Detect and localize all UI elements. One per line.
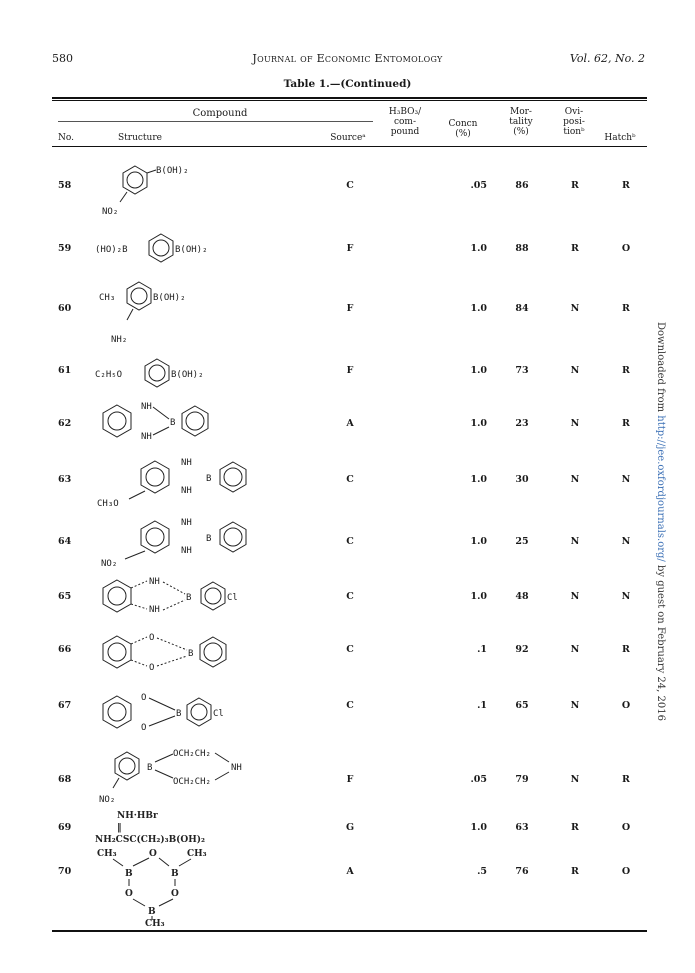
s70-ch3c: CH₃ — [145, 919, 165, 926]
s63-nh1: NH — [181, 458, 192, 468]
s60-nh2: NH₂ — [111, 335, 128, 345]
row-mortality: 88 — [515, 243, 529, 254]
compound-span-rule — [58, 121, 373, 122]
s66-b: B — [188, 649, 194, 659]
col-ovi-l1: Ovi- — [564, 107, 584, 117]
row-mortality: 48 — [515, 591, 529, 602]
row-source: C — [346, 644, 354, 655]
s70-o-right: O — [171, 889, 179, 899]
row-number: 64 — [58, 536, 72, 547]
row-number: 70 — [58, 866, 72, 877]
col-mort-l1: Mor- — [510, 107, 532, 117]
row-number: 60 — [58, 303, 72, 314]
structure-66 — [95, 628, 275, 678]
row-concentration: 1.0 — [470, 303, 487, 314]
col-source: Sourceᵃ — [330, 133, 366, 143]
table-top-rule-thin — [52, 100, 647, 101]
row-number: 59 — [58, 243, 72, 254]
s65-nh1: NH — [149, 577, 160, 587]
row-mortality: 73 — [515, 365, 529, 376]
s70-b-bottom: B — [148, 907, 156, 917]
col-ovi-l2: posi- — [563, 117, 585, 127]
structure-62 — [95, 395, 275, 445]
row-oviposition: N — [570, 418, 580, 429]
table-title: Table 1.—(Continued) — [283, 78, 412, 90]
row-hatch: R — [622, 774, 630, 785]
s64-b: B — [206, 534, 212, 544]
row-hatch: R — [622, 418, 630, 429]
table-bottom-rule — [52, 930, 647, 932]
structure-58 — [90, 150, 230, 220]
s67-cl: Cl — [213, 709, 224, 719]
row-concentration: 1.0 — [470, 536, 487, 547]
row-mortality: 92 — [515, 644, 529, 655]
row-source: C — [346, 536, 354, 547]
s62-b: B — [170, 418, 176, 428]
col-mort-l2: tality — [509, 117, 533, 127]
s62-nh1: NH — [141, 402, 152, 412]
page-number: 580 — [52, 52, 73, 65]
col-mortality — [503, 107, 539, 137]
s67-b: B — [176, 709, 182, 719]
row-hatch: N — [621, 474, 631, 485]
row-number: 63 — [58, 474, 72, 485]
s63-och3: CH₃O — [97, 499, 119, 509]
structure-70 — [95, 846, 245, 926]
header-bottom-rule — [52, 146, 647, 147]
row-number: 68 — [58, 774, 72, 785]
structure-69 — [95, 806, 285, 848]
structure-59 — [95, 230, 275, 264]
row-source: F — [346, 243, 354, 254]
download-suffix: by guest on February 24, 2016 — [655, 561, 666, 721]
s66-o1: O — [149, 633, 155, 643]
row-oviposition: R — [571, 866, 579, 877]
col-h3bo3-l3: pound — [390, 127, 420, 137]
row-source: C — [346, 474, 354, 485]
col-hatch: Hatchᵇ — [604, 133, 636, 143]
row-hatch: N — [621, 536, 631, 547]
row-mortality: 84 — [515, 303, 529, 314]
row-oviposition: N — [570, 644, 580, 655]
row-mortality: 65 — [515, 700, 529, 711]
row-number: 67 — [58, 700, 72, 711]
col-compound: Compound — [192, 108, 248, 119]
row-concentration: 1.0 — [470, 418, 487, 429]
row-oviposition: N — [570, 365, 580, 376]
row-mortality: 30 — [515, 474, 529, 485]
s67-o2: O — [141, 723, 147, 733]
s58-no2: NO₂ — [102, 207, 119, 217]
row-oviposition: N — [570, 474, 580, 485]
structure-63 — [95, 455, 285, 510]
row-source: A — [346, 866, 354, 877]
row-hatch: N — [621, 591, 631, 602]
s70-o-top: O — [149, 849, 157, 859]
s59-hob: (HO)₂B — [95, 245, 128, 255]
col-concn — [445, 119, 481, 139]
download-link[interactable]: http://jee.oxfordjournals.org/ — [655, 415, 666, 562]
col-h3bo3-l2: com- — [393, 117, 417, 127]
row-oviposition: R — [571, 822, 579, 833]
row-oviposition: N — [570, 536, 580, 547]
row-hatch: R — [622, 180, 630, 191]
row-concentration: .5 — [477, 866, 487, 877]
col-no: No. — [58, 133, 74, 143]
row-source: C — [346, 591, 354, 602]
row-hatch: O — [621, 866, 631, 877]
s61-boh2: B(OH)₂ — [171, 370, 204, 380]
row-concentration: .05 — [470, 180, 487, 191]
row-mortality: 79 — [515, 774, 529, 785]
row-number: 69 — [58, 822, 72, 833]
s60-boh2: B(OH)₂ — [153, 293, 186, 303]
row-concentration: 1.0 — [470, 474, 487, 485]
s69-double-bond: ‖ — [117, 823, 122, 833]
row-concentration: .1 — [477, 644, 487, 655]
s70-b-left: B — [125, 869, 133, 879]
row-oviposition: R — [571, 243, 579, 254]
s64-no2: NO₂ — [101, 559, 118, 569]
s65-nh2: NH — [149, 605, 160, 615]
row-concentration: .05 — [470, 774, 487, 785]
col-h3bo3-l1: H₃BO₃/ — [388, 107, 422, 117]
s68-o2: OCH₂CH₂ — [173, 777, 211, 787]
row-hatch: O — [621, 700, 631, 711]
s66-o2: O — [149, 663, 155, 673]
row-source: A — [346, 418, 354, 429]
row-concentration: 1.0 — [470, 591, 487, 602]
s67-o1: O — [141, 693, 147, 703]
row-concentration: 1.0 — [470, 243, 487, 254]
structure-60 — [95, 278, 255, 348]
col-ovi-l3: tionᵇ — [563, 127, 585, 137]
s64-nh2: NH — [181, 546, 192, 556]
s69-nhhbr: NH·HBr — [117, 811, 158, 821]
s61-c2h5o: C₂H₅O — [95, 370, 123, 380]
s70-o-left: O — [125, 889, 133, 899]
structure-64 — [95, 515, 285, 570]
row-hatch: R — [622, 644, 630, 655]
row-number: 66 — [58, 644, 72, 655]
s70-ch3b: CH₃ — [187, 849, 207, 859]
row-concentration: 1.0 — [470, 365, 487, 376]
col-oviposition — [556, 107, 592, 137]
row-hatch: R — [622, 365, 630, 376]
s68-b: B — [147, 763, 153, 773]
col-concn-l2: (%) — [455, 129, 471, 139]
structure-67 — [95, 688, 275, 738]
col-h3bo3 — [383, 107, 427, 137]
row-hatch: O — [621, 243, 631, 254]
row-oviposition: R — [571, 180, 579, 191]
s65-b: B — [186, 593, 192, 603]
s69-formula: NH₂CSC(CH₂)₃B(OH)₂ — [95, 835, 205, 845]
s64-nh1: NH — [181, 518, 192, 528]
row-source: C — [346, 180, 354, 191]
row-oviposition: N — [570, 591, 580, 602]
row-mortality: 63 — [515, 822, 529, 833]
row-source: F — [346, 774, 354, 785]
col-structure: Structure — [118, 133, 162, 143]
s60-ch3: CH₃ — [99, 293, 116, 303]
journal-title: Journal of Economic Entomology — [252, 52, 443, 65]
row-number: 58 — [58, 180, 72, 191]
row-oviposition: N — [570, 774, 580, 785]
row-mortality: 23 — [515, 418, 529, 429]
s68-nh: NH — [231, 763, 242, 773]
structure-65 — [95, 572, 285, 622]
col-concn-l1: Concn — [448, 119, 478, 129]
row-source: C — [346, 700, 354, 711]
download-notice — [655, 322, 678, 721]
row-hatch: R — [622, 303, 630, 314]
row-source: F — [346, 303, 354, 314]
s63-nh2: NH — [181, 486, 192, 496]
s63-b: B — [206, 474, 212, 484]
col-mort-l3: (%) — [513, 127, 529, 137]
s62-nh2: NH — [141, 432, 152, 442]
row-mortality: 76 — [515, 866, 529, 877]
row-source: F — [346, 365, 354, 376]
row-mortality: 25 — [515, 536, 529, 547]
row-hatch: O — [621, 822, 631, 833]
row-number: 65 — [58, 591, 72, 602]
s70-ch3a: CH₃ — [97, 849, 117, 859]
s58-boh2: B(OH)₂ — [156, 166, 189, 176]
row-concentration: .1 — [477, 700, 487, 711]
row-number: 61 — [58, 365, 72, 376]
row-mortality: 86 — [515, 180, 529, 191]
table-top-rule — [52, 97, 647, 99]
row-oviposition: N — [570, 303, 580, 314]
download-prefix: Downloaded from — [655, 322, 666, 416]
s68-no2: NO₂ — [99, 795, 116, 805]
s68-o1: OCH₂CH₂ — [173, 749, 211, 759]
structure-68 — [95, 744, 285, 806]
s70-b-right: B — [171, 869, 179, 879]
volume-info: Vol. 62, No. 2 — [569, 52, 645, 65]
s59-boh2: B(OH)₂ — [175, 245, 208, 255]
s65-cl: Cl — [227, 593, 238, 603]
row-number: 62 — [58, 418, 72, 429]
structure-61 — [95, 355, 275, 389]
row-source: G — [345, 822, 355, 833]
row-concentration: 1.0 — [470, 822, 487, 833]
row-oviposition: N — [570, 700, 580, 711]
